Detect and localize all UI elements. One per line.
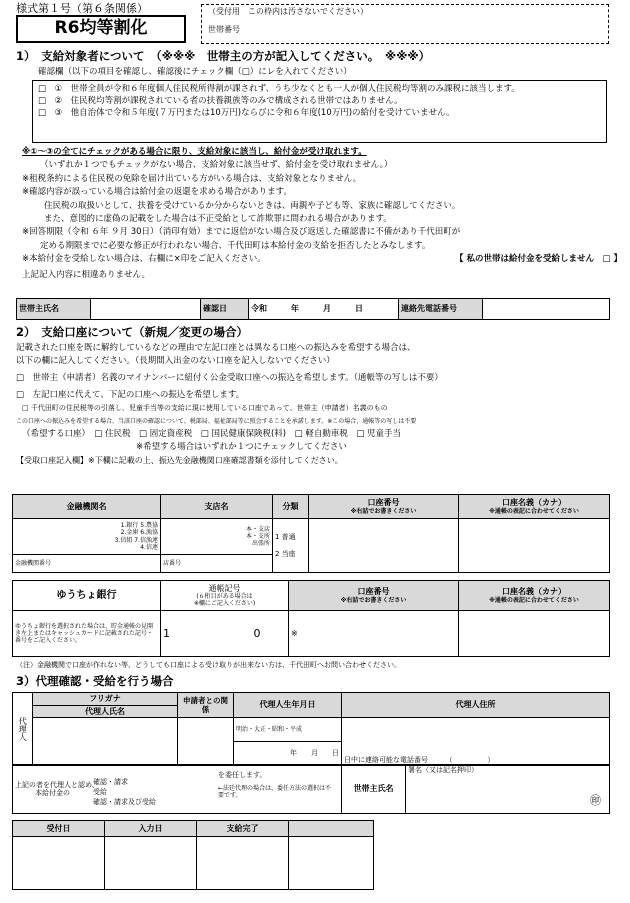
public-account-checkbox[interactable]: □ 世帯主（申請者）名義のマイナンバーに紐付く公金受取口座への振込を希望します。（通帳等の写しは不要） [16, 372, 443, 383]
householder-name-label: 世帯主氏名 [17, 299, 91, 320]
alt-account-checkbox[interactable]: □ 左記口座に代えて、下記の口座への振込を希望します。 [16, 389, 245, 400]
check-item-2[interactable]: □ ② 住民税均等割が課税されている者の扶養親族等のみで構成される世帯ではありません。 [38, 96, 403, 107]
form-number: 様式第１号（第６条関係） [16, 2, 148, 15]
bank-name-field[interactable]: 1.銀行 5.農協 2.金庫 6.漁協 3.信組 7.信漁連 4.信連 [13, 519, 161, 555]
yucho-number-sub: ※右詰でお書きください [340, 596, 407, 604]
householder-name-field[interactable] [91, 299, 201, 320]
s2-line-1: 記載された口座を既に解約しているなどの理由で左記口座とは異なる口座への振込みを希望する場合は、 [16, 342, 416, 353]
section-1 [16, 50, 616, 77]
branch-header: 支店名 [161, 495, 273, 519]
note-5: 住民税の取扱いとして、扶養を受けているか分からないときは、両親や子ども等、家族に確認してください。 [44, 200, 461, 211]
payment-complete-label: 支給完了 [197, 821, 289, 837]
agent-phone-field[interactable]: 日中に連絡可能な電話番号 （ ） [342, 718, 610, 766]
signature-label: 署名（又は記名押印） [408, 766, 478, 774]
yucho-number-title: 口座番号 [357, 587, 390, 597]
note-6: また、意図的に虚偽の記載をした場合は不正受給として詐欺罪に問われる場合があります。 [44, 214, 392, 225]
agent-name-field[interactable] [33, 718, 178, 766]
section-1-heading: 1） 支給対象者について （※※※ 世帯主の方が記入してください。 ※※※） [16, 49, 431, 63]
section-2 [16, 326, 616, 467]
phone-field[interactable] [483, 299, 610, 320]
yucho-number-field[interactable] [289, 611, 459, 657]
delegation-cell [13, 765, 342, 814]
note-3: ※租税条約による住民税の免除を届け出ている方がいる場合は、支給対象となりません。 [22, 173, 362, 184]
office-extra-label [289, 821, 374, 837]
account-number-sub: ※右詰でお書きください [350, 507, 417, 515]
section-2-heading: 2） 支給口座について（新規／変更の場合） [16, 325, 249, 339]
agent-table [12, 692, 610, 766]
delegation-option-both[interactable]: 確認・請求及び受給 [93, 798, 156, 806]
agent-side-label: 代理人 [13, 693, 33, 766]
class-option-ordinary[interactable]: 1 普通 [275, 533, 296, 542]
phone-label: 連絡先電話番号 [399, 299, 483, 320]
s2-one-only: ※希望する場合はいずれか１つにチェックしてください [136, 441, 347, 452]
yucho-desc: ゆうちょ銀行を選択された場合は、貯金通帳の見開き左上またはキャッシュカードに記載された記号・番号をご記入ください。 [13, 611, 161, 657]
reception-number-label: 世帯番号 [208, 24, 240, 34]
yucho-code-sub: (６桁目がある場合は ※欄にご記入ください) [193, 593, 256, 608]
note-8: 定める期限までに必要な修正が行われない場合、千代田町は本給付金の支給を拒否したとみなします。 [40, 240, 431, 251]
received-date-field[interactable] [13, 837, 105, 890]
section-3-title: 3）代理確認・受給を行う場合 [16, 674, 174, 688]
bank-code-field[interactable]: 金融機関番号 [13, 555, 161, 573]
relation-label: 申請者との関係 [178, 693, 234, 718]
delegation-end: を委任します。 [218, 771, 267, 779]
s2-footnote: （注）金融機関で口座が作れない等、どうしても口座による受け取りが出来ない方は、千代田町へお問い合わせください。 [16, 661, 401, 669]
bank-account-table [12, 494, 610, 573]
legal-agent-note: ←法廷代理の場合は、委任方法の選択は不要です。 [218, 785, 332, 800]
holder-field[interactable] [459, 519, 610, 573]
check-intro: 確認欄（以下の項目を確認し、確認後にチェック欄（□）にレを入れてください） [38, 66, 352, 77]
holder-title: 口座名義（カナ） [502, 498, 566, 508]
bank-name-header: 金融機関名 [13, 495, 161, 519]
input-date-field[interactable] [105, 837, 197, 890]
class-field[interactable] [273, 519, 309, 573]
office-use-box [201, 4, 609, 44]
account-number-field[interactable] [309, 519, 459, 573]
householder-row [16, 298, 610, 320]
desired-account-options[interactable]: （希望する口座） □ 住民税 □ 固定資産税 □ 国民健康保険税(料) □ 軽自動車税 □ 児童手当 [22, 428, 402, 439]
furigana-label: フリガナ [33, 693, 178, 706]
delegation-option-confirm[interactable]: 確認・請求 [93, 778, 128, 786]
yucho-holder-title: 口座名義（カナ） [502, 587, 566, 597]
delegation-table [12, 764, 610, 814]
received-date-label: 受付日 [13, 821, 105, 837]
holder-sub: ※通帳の表記に合わせてください [489, 507, 579, 515]
eligibility-check-box [32, 80, 607, 143]
account-number-title: 口座番号 [367, 498, 400, 508]
section-3-heading [16, 675, 174, 689]
form-title: R6均等割化 [16, 15, 186, 43]
seal-mark: ㊞ [590, 793, 601, 807]
yucho-holder-sub: ※通帳の表記に合わせてください [489, 596, 579, 604]
account-number-header [309, 495, 459, 519]
office-use-note: （受付用 この枠内は汚さないでください） [208, 7, 368, 16]
yucho-code-field[interactable] [161, 611, 289, 657]
yucho-mark: ※ [291, 628, 298, 638]
yucho-number-header [289, 581, 459, 611]
delegation-line-b: 本給付金の [35, 789, 70, 797]
yucho-table [12, 580, 610, 657]
delegation-line-a: 上記の者を代理人と認め、 [15, 780, 99, 789]
note-7: ※回答期限（令和 ６年 ９月 30日）（消印有効）までに返信がない場合及び返送した確認書に不備があり千代田町が [22, 227, 461, 238]
branch-code-field[interactable]: 店番号 [161, 555, 273, 573]
yucho-holder-field[interactable] [459, 611, 610, 657]
payment-complete-field[interactable] [197, 837, 289, 890]
s2-entry-note: 【受取口座記入欄】※下欄に記載の上、振込先金融機関口座確認書類を添付してください。 [16, 455, 343, 465]
confirm-date-label: 確認日 [201, 299, 249, 320]
s2-line-2: 以下の欄に記入してください。（長期間入出金のない口座を記入しないでください） [16, 355, 335, 366]
era-options[interactable]: 明治・大正・昭和・平成 [234, 718, 342, 742]
note-9: ※本給付金を受給しない場合は、右欄に×印をご記入ください。 [22, 254, 266, 265]
confirm-statement: 上記記入内容に相違ありません。 [22, 269, 151, 280]
class-header: 分類 [273, 495, 309, 519]
existing-account-checkbox[interactable]: □ 千代田町の住民税等の引落し、児童手当等の支給に現に使用している口座であって、世帯主（申請者）名義のもの [22, 403, 388, 412]
holder-header [459, 495, 610, 519]
yucho-holder-header [459, 581, 610, 611]
note-2: （いずれか１つでもチェックがない場合、支給対象に該当せず、給付金を受け取れません。） [40, 160, 393, 171]
confirm-date-field[interactable]: 令和 年 月 日 [249, 299, 399, 320]
branch-field[interactable]: 本・支店 本・支所 出張所 [161, 519, 273, 555]
birth-date-field[interactable]: 年 月 日 [234, 742, 342, 766]
agent-name-label: 代理人氏名 [33, 705, 178, 718]
yucho-digit-0: 0 [253, 626, 261, 640]
section-1-notes [22, 146, 622, 282]
s2-consent: この口座への振込みを希望する場合、当該口座の確認について、税部局、福祉部局等に照会することを承諾します。※この場合、通帳等の写しは不要 [16, 417, 417, 425]
yucho-code-header [161, 581, 289, 611]
class-option-current[interactable]: 2 当座 [275, 549, 296, 558]
address-label: 代理人住所 [342, 693, 610, 718]
yucho-digit-1: 1 [163, 626, 170, 640]
office-table [12, 820, 374, 890]
office-extra-field[interactable] [289, 837, 374, 890]
head-name-label: 世帯主氏名 [342, 765, 406, 814]
note-4: ※確認内容が誤っている場合は給付金の返還を求める場合があります。 [22, 187, 292, 198]
delegation-option-receive[interactable]: 受給 [93, 788, 107, 796]
relation-field[interactable] [178, 718, 234, 766]
check-item-1[interactable]: □ ① 世帯全員が令和６年度個人住民税所得割が課されず、うち少なくとも一人が個人住民税均等割のみ課税に該当します。 [38, 84, 520, 94]
yucho-name: ゆうちょ銀行 [13, 581, 161, 611]
check-item-3[interactable]: □ ③ 他自治体で令和５年度(７万円または10万円)ならびに令和６年度(10万円)の給付を受けていません。 [38, 108, 455, 119]
yucho-code-title: 通帳記号 [208, 583, 241, 593]
birth-label: 代理人生年月日 [234, 693, 342, 718]
signature-field[interactable] [406, 765, 610, 814]
note-1: ※①～③の全てにチェックがある場合に限り、支給対象に該当し、給付金が受け取れます。 [22, 147, 367, 157]
input-date-label: 入力日 [105, 821, 197, 837]
decline-checkbox[interactable]: 【 私の世帯は給付金を受給しません □ 】 [455, 254, 622, 265]
